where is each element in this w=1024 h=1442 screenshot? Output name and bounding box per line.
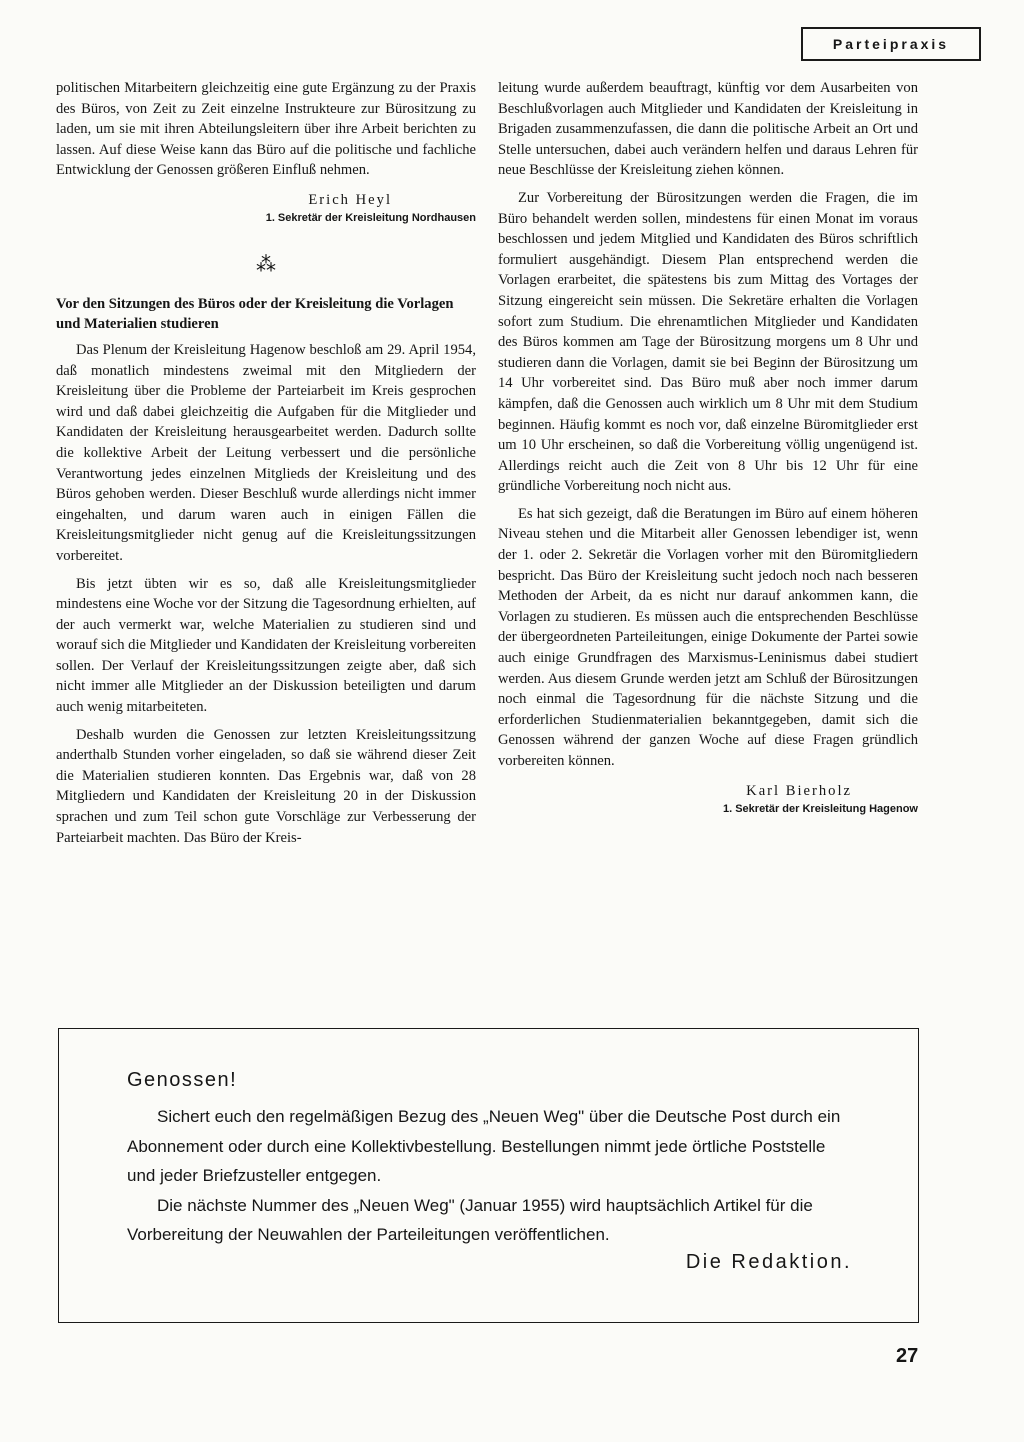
body-paragraph: Bis jetzt übten wir es so, daß alle Kreisleitungsmitglieder mindestens eine Woche vor der Sitzung die Tagesordnung erhielten, auf der auch vermerkt war, welche Materialien zu studieren sind und worauf sich die Mitglieder und Kandidaten der Kreisleitung vorbereiten sollen. Der Verlauf der Kreisleitungssitzungen zeigte aber, daß sich nicht immer alle Mitglieder an der Diskussion beteiligten und darum auch wenig mitarbeiteten.: [56, 575, 476, 716]
subscription-notice: [58, 1028, 919, 1323]
page-number: 27: [896, 1345, 919, 1367]
article-heading: Vor den Sitzungen des Büros oder der Kreisleitung die Vorlagen und Materialien studieren: [56, 295, 454, 332]
body-paragraph: Deshalb wurden die Genossen zur letzten Kreisleitungssitzung anderthalb Stunden vorher eingeladen, so daß sie während dieser Zeit die Materialien studieren konnten. Das Ergebnis war, daß von 28 Mitgliedern und Kandidaten der Kreisleitung 20 in der Diskussion sprachen und zum Teil schon gute Vorschläge zur Verbesserung der Parteiarbeit machten. Das Büro der Kreis-: [56, 726, 476, 846]
signature-title: 1. Sekretär der Kreisleitung Nordhausen: [265, 211, 476, 224]
notice-sign-off: Die Redaktion.: [685, 1251, 852, 1273]
body-paragraph: Es hat sich gezeigt, daß die Beratungen im Büro auf einem höheren Niveau stehen und die Mitarbeit aller Genossen lebendiger ist, wenn der 1. oder 2. Sekretär die Vorlagen vorher mit den Büromitgliedern bespricht. Das Büro der Kreisleitung sucht jedoch noch nach besseren Methoden der Arbeit, da es nicht nur darauf ankommen kann, die Vorlagen zu studieren. Es müssen auch die entsprechenden Beschlüsse der übergeordneten Parteileitungen, einige Dokumente der Partei sowie auch einige Grundfragen des Marxismus-Leninismus dabei studiert werden. Aus diesem Grunde werden jetzt am Schluß der Bürositzungen noch einmal die Tagesordnung für die nächste Sitzung und die erforderlichen Studienmaterialien bekanntgegeben, damit sich die Genossen während der ganzen Woche auf diese Fragen gründlich vorbereiten können.: [498, 505, 918, 769]
notice-paragraph: Die nächste Nummer des „Neuen Weg" (Januar 1955) wird hauptsächlich Artikel für die Vorbereitung der Neuwahlen der Parteileitungen veröffentlichen.: [127, 1195, 813, 1244]
right-column: [498, 78, 918, 817]
notice-text: [127, 1102, 857, 1250]
body-paragraph: Zur Vorbereitung der Bürositzungen werden die Fragen, die im Büro behandelt werden sollen, mindestens für einen Monat im voraus beschlossen und jedem Mitglied und Kandidaten des Büros schriftlich formuliert ausgehändigt. Diesem Plan entsprechend werden die Vorlagen erarbeitet, die spätestens bis zum Mittag des Vortages der Sitzung eingereicht sein müssen. Die Sekretäre erhalten die Vorlagen sofort zum Studium. Die ehrenamtlichen Mitglieder und Kandidaten des Büros kommen am Tage der Bürositzung morgens um 8 Uhr und studieren dann die Vorlagen, damit sie bei Beginn der Bürositzung um 14 Uhr vorbereitet sind. Das Büro muß aber noch immer darum kämpfen, daß die Genossen auch wirklich um 8 Uhr mit dem Studium beginnen. Häufig kommt es noch vor, daß einzelne Büromitglieder erst um 10 Uhr erscheinen, so daß die Vorbereitung völlig ungenügend ist. Allerdings reicht auch die Zeit von 8 Uhr bis 12 Uhr für eine gründliche Vorbereitung noch nicht aus.: [498, 189, 918, 495]
continuation-paragraph: leitung wurde außerdem beauftragt, künftig vor dem Ausarbeiten von Beschlußvorlagen auch Mitglieder und Kandidaten der Kreisleitung in Brigaden zusammenzufassen, die dann die politische Arbeit an Ort und Stelle untersuchen, dabei auch verändern helfen und daraus Lehren für neue Beschlüsse der Kreisleitung ziehen können.: [498, 80, 918, 179]
left-column: [56, 78, 476, 848]
notice-greeting: Genossen!: [127, 1069, 238, 1091]
signature-name: Karl Bierholz: [746, 782, 852, 799]
signature-name: Erich Heyl: [308, 191, 392, 208]
separator-glyph: ⁂: [256, 251, 276, 276]
intro-paragraph: politischen Mitarbeitern gleichzeitig eine gute Ergänzung zu der Praxis des Büros, von Zeit zu Zeit einzelne Instrukteure zur Bürositzung zu laden, um sie mit ihren Abteilungsleitern über ihre Arbeit berichten zu lassen. Auf diese Weise kann das Büro auf die politische und fachliche Entwicklung der Genossen größeren Einfluß nehmen.: [56, 80, 476, 179]
notice-paragraph: Sichert euch den regelmäßigen Bezug des „Neuen Weg" über die Deutsche Post durch ein Abonnement oder durch eine Kollektivbestellung. Bestellungen nimmt jede örtliche Poststelle und jeder Briefzusteller entgegen.: [127, 1107, 841, 1185]
signature-title: 1. Sekretär der Kreisleitung Hagenow: [722, 802, 918, 815]
section-tag: Parteipraxis: [801, 27, 981, 61]
body-paragraph: Das Plenum der Kreisleitung Hagenow beschloß am 29. April 1954, daß monatlich mindestens zweimal mit den Mitgliedern der Kreisleitung über die Probleme der Parteiarbeit im Kreis gesprochen wird und daß dabei gleichzeitig die Aufgaben für die Mitglieder und Kandidaten der Kreisleitung herausgearbeitet werden. Dadurch sollte die kollektive Arbeit der Leitung verbessert und die persönliche Verantwortung jedes einzelnen Mitglieds der Kreisleitung und des Büros gehoben werden. Dieser Beschluß wurde allerdings nicht immer eingehalten, und darum waren auch in einigen Fällen die Kreisleitungsmitglieder nicht genug auf die Kreisleitungssitzungen vorbereitet.: [56, 341, 476, 564]
